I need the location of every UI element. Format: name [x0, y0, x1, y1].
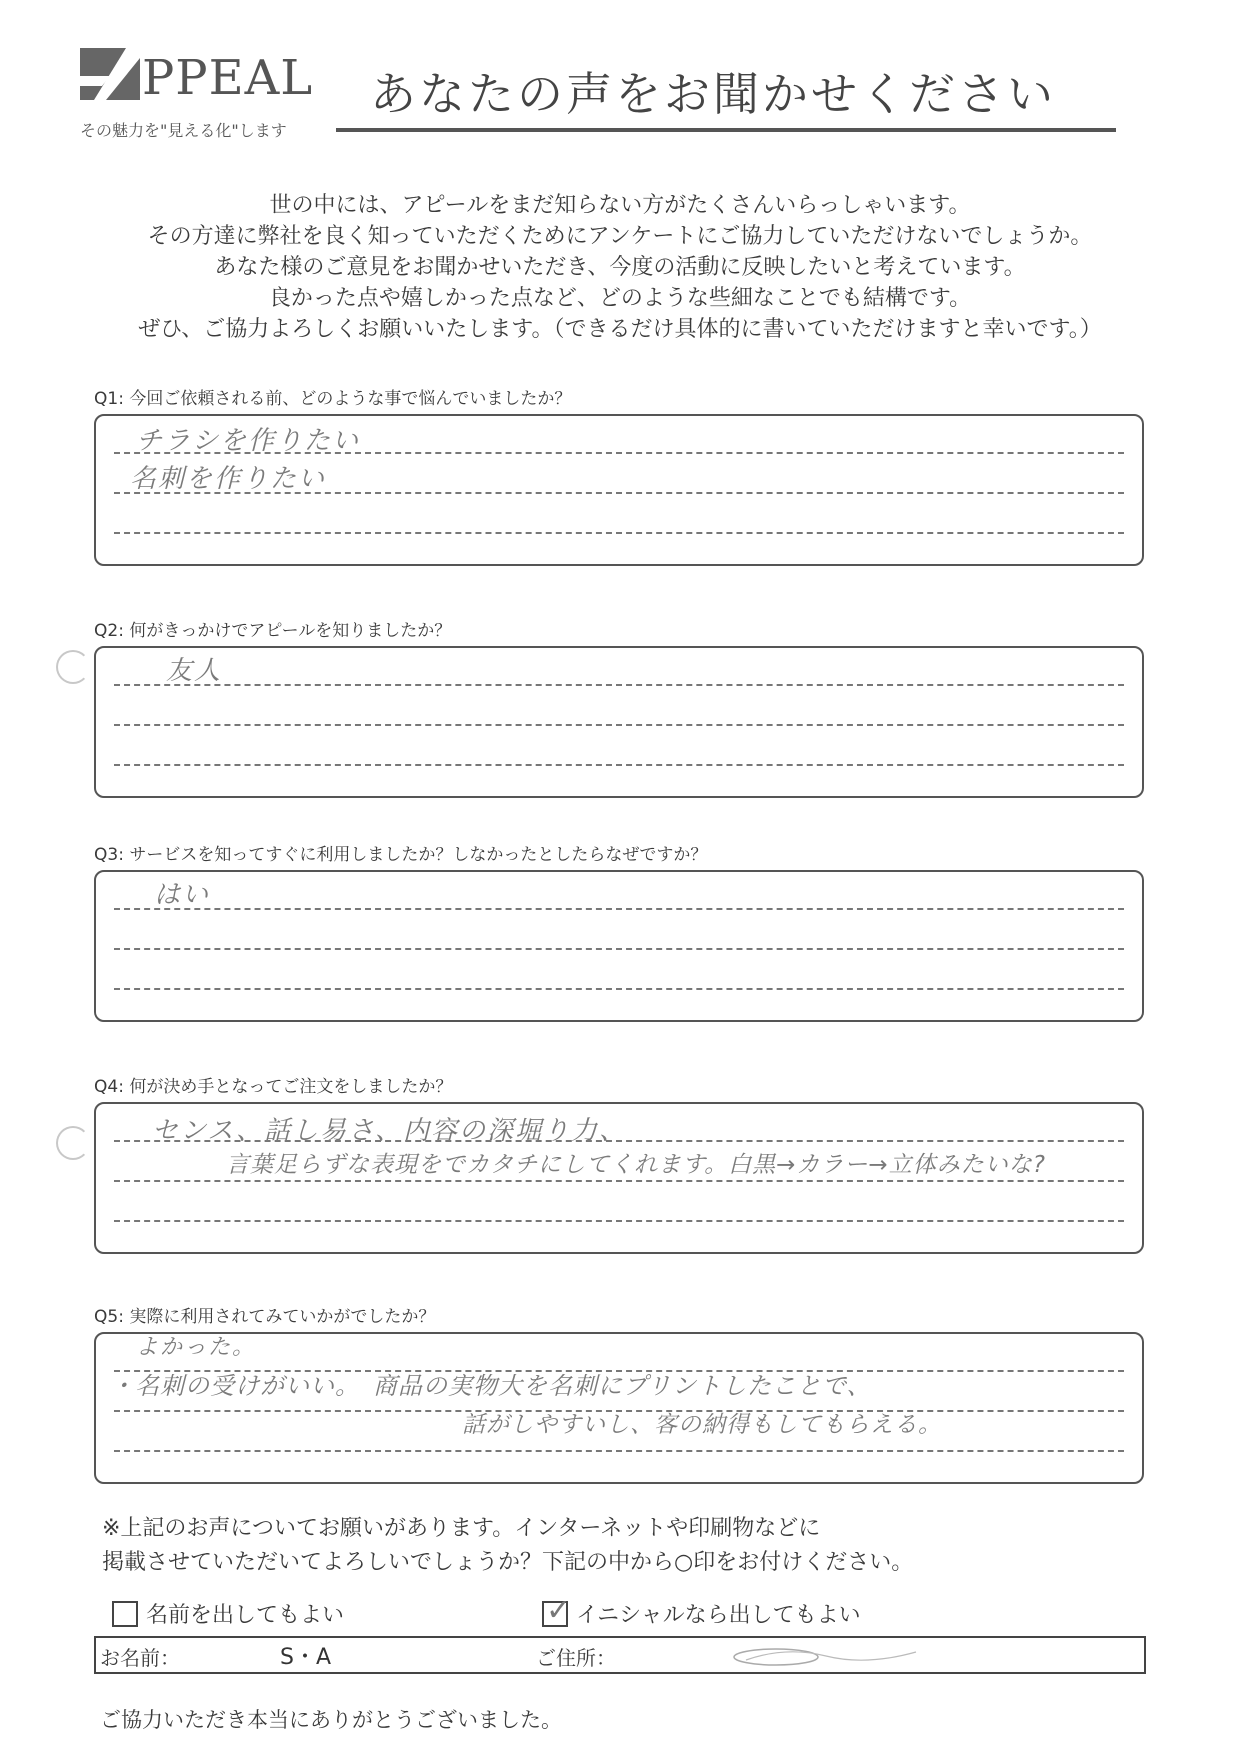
handwritten-answer: 言葉足らずな表現をでカタチにしてくれます。白黒→カラー→立体みたいな? — [226, 1152, 1046, 1178]
checkmark-icon: ✓ — [546, 1592, 572, 1628]
ruled-line — [114, 764, 1124, 766]
ruled-line — [114, 948, 1124, 950]
address-scribble — [726, 1644, 926, 1670]
answer-box-2[interactable] — [94, 646, 1144, 798]
margin-circle-mark — [56, 650, 90, 684]
handwritten-answer: はい — [154, 880, 211, 910]
margin-circle-mark — [56, 1126, 90, 1160]
question-2-label: Q2: 何がきっかけでアピールを知りましたか？ — [94, 621, 452, 641]
intro-line: ぜひ、ご協力よろしくお願いいたします。（できるだけ具体的に書いていただけますと幸いです。） — [138, 317, 1102, 342]
option-name-ok-label: 名前を出してもよい — [146, 1603, 345, 1628]
option-initial-ok-label: イニシャルなら出してもよい — [576, 1603, 861, 1628]
notice-line: 掲載させていただいてよろしいでしょうか？下記の中から○印をお付けください。 — [102, 1550, 914, 1575]
handwritten-answer: センス、話し易さ、内容の深堀り力、 — [152, 1116, 627, 1146]
thanks-message: ご協力いただき本当にありがとうございました。 — [100, 1708, 562, 1732]
intro-line: その方達に弊社を良く知っていただくためにアンケートにご協力していただけないでしょうか。 — [147, 224, 1093, 249]
question-5-label: Q5: 実際に利用されてみていかがでしたか？ — [94, 1307, 436, 1327]
ruled-line — [114, 724, 1124, 726]
name-field[interactable]: S・A — [280, 1645, 332, 1670]
ruled-line — [114, 1450, 1124, 1452]
appeal-logo-mark — [80, 48, 140, 100]
ruled-line — [114, 1180, 1124, 1182]
ruled-line — [114, 1220, 1124, 1222]
handwritten-answer: 名刺を作りたい — [130, 464, 327, 494]
option-name-ok[interactable] — [112, 1598, 344, 1629]
option-initial-ok[interactable] — [542, 1592, 861, 1629]
intro-line: あなた様のご意見をお聞かせいただき、今度の活動に反映したいと考えています。 — [214, 255, 1026, 280]
handwritten-answer: 友人 — [166, 656, 223, 686]
ruled-line — [114, 908, 1124, 910]
intro-text — [80, 190, 1160, 345]
respondent-row — [94, 1636, 1146, 1674]
tagline: その魅力を"見える化"します — [80, 121, 287, 140]
checkbox-initial-ok[interactable] — [542, 1592, 572, 1628]
question-4-label: Q4: 何が決め手となってご注文をしましたか？ — [94, 1077, 453, 1097]
ruled-line — [114, 684, 1124, 686]
intro-line: 世の中には、アピールをまだ知らない方がたくさんいらっしゃいます。 — [269, 193, 971, 218]
logo-text: PPEAL — [142, 50, 314, 106]
name-label: お名前： — [100, 1646, 180, 1670]
handwritten-answer: チラシを作りたい — [136, 426, 361, 456]
publication-notice — [102, 1512, 913, 1580]
answer-box-4[interactable] — [94, 1102, 1144, 1254]
handwritten-answer: ・名刺の受けがいい。 商品の実物大を名刺にプリントしたことで、 — [110, 1372, 872, 1400]
notice-line: ※上記のお声についてお願いがあります。インターネットや印刷物などに — [102, 1516, 821, 1541]
checkbox-name-ok[interactable] — [112, 1601, 138, 1627]
address-label: ご住所： — [536, 1646, 616, 1670]
answer-box-3[interactable] — [94, 870, 1144, 1022]
title-underline — [336, 128, 1116, 132]
ruled-line — [114, 532, 1124, 534]
handwritten-answer: よかった。 — [136, 1335, 257, 1360]
page-title: あなたの声をお聞かせください — [370, 67, 1056, 121]
answer-box-1[interactable] — [94, 414, 1144, 566]
header — [80, 48, 1120, 148]
question-3-label: Q3: サービスを知ってすぐに利用しましたか？しなかったとしたらなぜですか？ — [94, 845, 708, 865]
intro-line: 良かった点や嬉しかった点など、どのような些細なことでも結構です。 — [268, 286, 972, 311]
question-1-label: Q1: 今回ご依頼される前、どのような事で悩んでいましたか？ — [94, 389, 572, 409]
answer-box-5[interactable] — [94, 1332, 1144, 1484]
handwritten-answer: 話がしやすいし、客の納得もしてもらえる。 — [462, 1412, 942, 1438]
ruled-line — [114, 988, 1124, 990]
